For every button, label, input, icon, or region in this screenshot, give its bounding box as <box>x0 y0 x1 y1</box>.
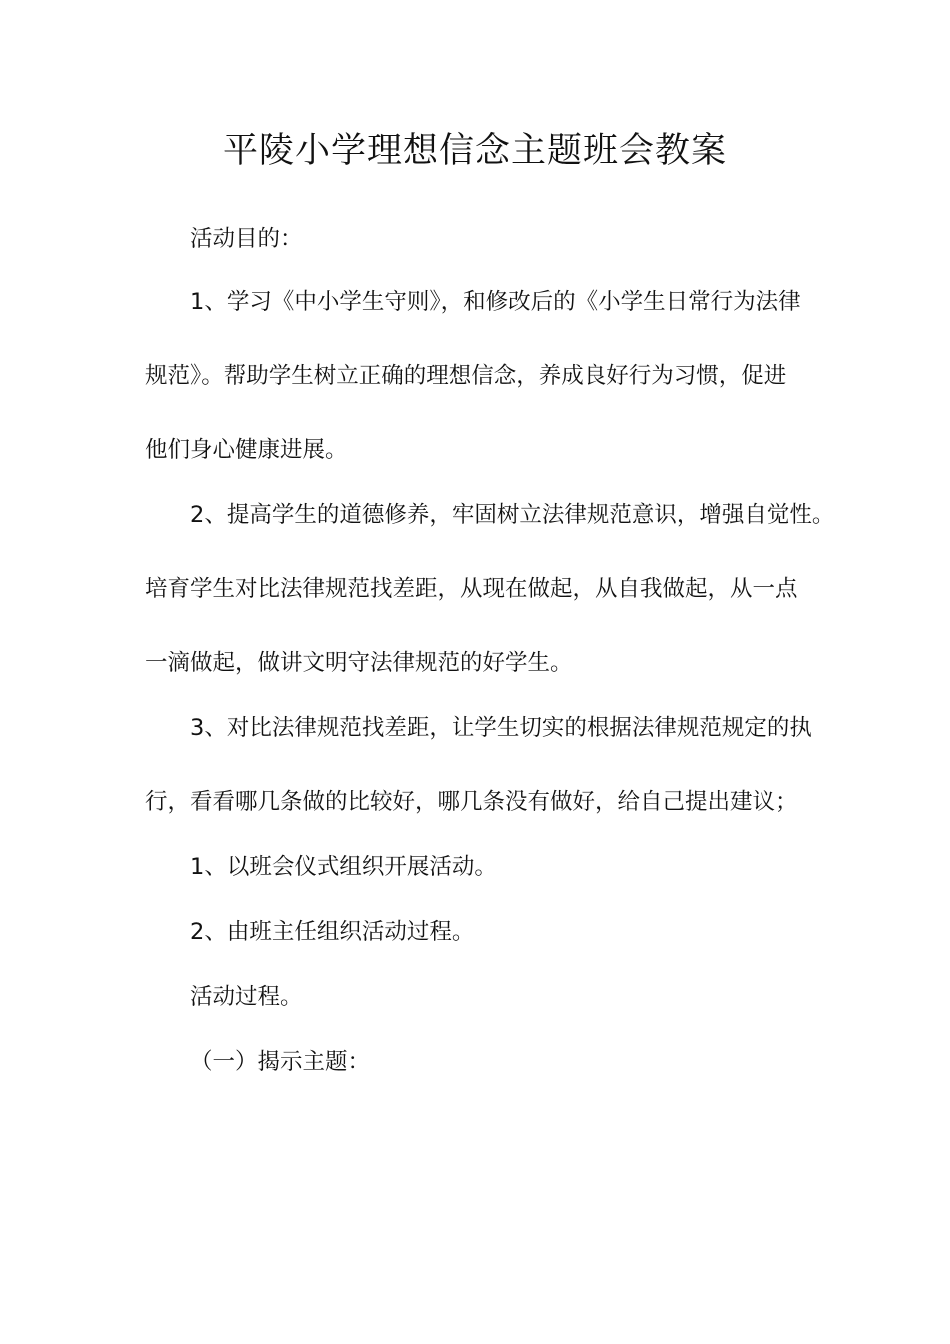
paragraph-line: 1、以班会仪式组织开展活动。 <box>190 854 497 880</box>
document-title: 平陵小学理想信念主题班会教案 <box>222 131 727 171</box>
paragraph-line: 1、学习《中小学生守则》，和修改后的《小学生日常行为法律 <box>190 289 801 315</box>
paragraph-line: 2、由班主任组织活动过程。 <box>190 919 475 945</box>
paragraph-line: 规范》。帮助学生树立正确的理想信念，养成良好行为习惯，促进 <box>145 363 787 389</box>
paragraph-line: 2、提高学生的道德修养，牢固树立法律规范意识，增强自觉性。 <box>190 502 835 528</box>
paragraph-line: 培育学生对比法律规范找差距，从现在做起，从自我做起，从一点 <box>145 576 798 602</box>
paragraph-line: 活动目的： <box>190 226 303 252</box>
paragraph-line: 一滴做起，做讲文明守法律规范的好学生。 <box>145 650 573 676</box>
paragraph-line: 活动过程。 <box>190 984 303 1010</box>
paragraph-line: 他们身心健康进展。 <box>145 437 348 463</box>
paragraph-line: 行，看看哪几条做的比较好，哪几条没有做好，给自己提出建议； <box>145 789 798 815</box>
paragraph-line: 3、对比法律规范找差距，让学生切实的根据法律规范规定的执 <box>190 715 812 741</box>
paragraph-line: （一）揭示主题： <box>190 1049 371 1075</box>
